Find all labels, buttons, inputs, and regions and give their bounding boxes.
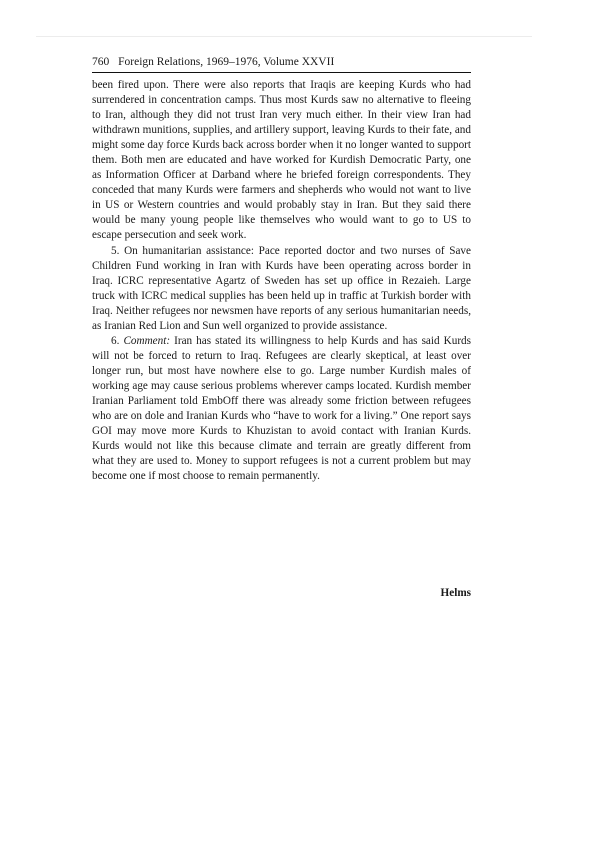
running-header [92, 55, 472, 69]
paragraph-6-text: Iran has stated its willingness to help Kurds and has said Kurds will not be forced to return to Iraq. Refugees are clearly skeptical, at least over longer run, but most have nowhere else to go. Large number Kurdish males of working age may cause serious problems wherever camps located. Kurdish member Iranian Parliament told EmbOff there was already some friction between refugees who are on dole and Iranian Kurds who “have to work for a living.” One report says GOI may move more Kurds to Khuzistan to avoid contact with Iranian Kurds. Kurds would not like this because climate and terrain are greatly different from what they are used to. Money to support refugees is not a current problem but may become one if most choose to remain permanently. [92, 334, 471, 483]
page-top-edge [36, 36, 532, 37]
volume-title: Foreign Relations, 1969–1976, Volume XXVII [118, 56, 335, 68]
paragraph-5: 5. On humanitarian assistance: Pace reported doctor and two nurses of Save Children Fund working in Iran with Kurds have been operating across border in Iraq. ICRC representative Agartz of Sweden has set up office in Rezaieh. Large truck with ICRC medical supplies has been held up in traffic at Turkish border with Iraq. Neither refugees nor newsmen have reports of any serious humanitarian needs, as Iranian Red Lion and Sun well organized to provide assistance. [92, 244, 471, 332]
paragraph-6-number: 6. [111, 334, 124, 347]
document-body [92, 78, 471, 484]
signature: Helms [440, 587, 471, 599]
paragraph-6 [92, 334, 471, 484]
header-rule [92, 72, 471, 73]
page-number: 760 [92, 56, 110, 68]
comment-label: Comment: [123, 334, 171, 347]
paragraph-continued: been fired upon. There were also reports that Iraqis are keeping Kurds who had surrendered in concentration camps. Thus most Kurds saw no alternative to fleeing to Iran, although they did not trust Iran very much either. In their view Iran had withdrawn munitions, supplies, and artillery support, leaving Kurds to their fate, and might some day force Kurds back across border when it no longer wanted to support them. Both men are educated and have worked for Kurdish Democratic Party, one as Information Officer at Darband where he briefed foreign correspondents. They conceded that many Kurds were farmers and shepherds who would not want to live in US or Western countries and would probably stay in Iran. But they said there would be many young people like themselves who would want to go to US to escape persecution and seek work. [92, 79, 471, 242]
